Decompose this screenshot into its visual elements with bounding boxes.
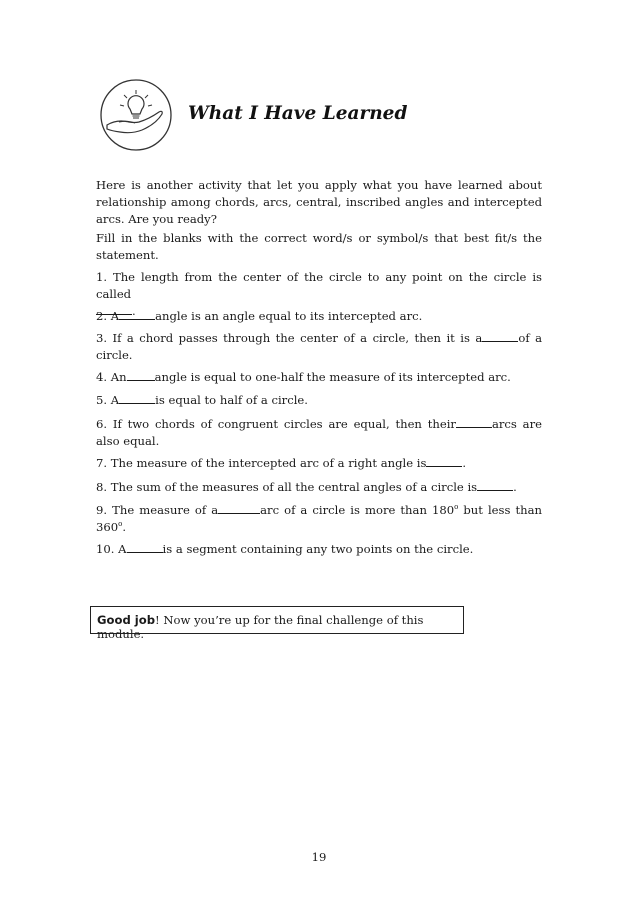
good-job-label: Good job — [97, 613, 156, 627]
list-item: 3. If a chord passes through the center of a circle, then it is a of a circle. — [96, 331, 542, 362]
answer-blank — [119, 392, 155, 404]
lightbulb-in-hand-icon — [99, 78, 173, 152]
answer-blank — [218, 502, 260, 514]
list-item: 7. The measure of the intercepted arc of a right angle is . — [96, 456, 467, 470]
answer-blank — [127, 541, 163, 553]
answer-blank — [426, 455, 462, 467]
section-title: What I Have Learned — [188, 103, 408, 124]
answer-blank — [127, 369, 155, 381]
list-item: 5. A is equal to half of a circle. — [96, 393, 308, 407]
list-item: 6. If two chords of congruent circles are equal, then their arcs are also equal. — [96, 417, 542, 448]
list-item: 4. An angle is equal to one-half the measure of its intercepted arc. — [96, 370, 511, 384]
answer-blank — [477, 479, 513, 491]
list-item: 10. A is a segment containing any two points on the circle. — [96, 542, 474, 556]
list-item: 2. A angle is an angle equal to its intercepted arc. — [96, 309, 423, 323]
list-item: 1. The length from the center of the circle to any point on the circle is called . — [96, 270, 542, 318]
good-job-callout — [90, 606, 464, 641]
list-item: 9. The measure of a arc of a circle is more than 180$^o$ but less than 360$^o$. — [96, 503, 542, 534]
list-item: 8. The sum of the measures of all the central angles of a circle is . — [96, 480, 517, 494]
page-number: 19 — [311, 850, 327, 864]
intro-paragraph: Here is another activity that let you apply what you have learned about relationship among chords, arcs, central, inscribed angles and intercepted arcs. Are you ready? — [96, 178, 542, 226]
answer-blank — [482, 330, 518, 342]
instructions-paragraph: Fill in the blanks with the correct word/s or symbol/s that best fit/s the statement. — [96, 231, 542, 262]
answer-blank — [456, 416, 492, 428]
answer-blank — [119, 308, 155, 320]
good-job-message: ! Now you’re up for the final challenge of this module. — [97, 613, 424, 641]
